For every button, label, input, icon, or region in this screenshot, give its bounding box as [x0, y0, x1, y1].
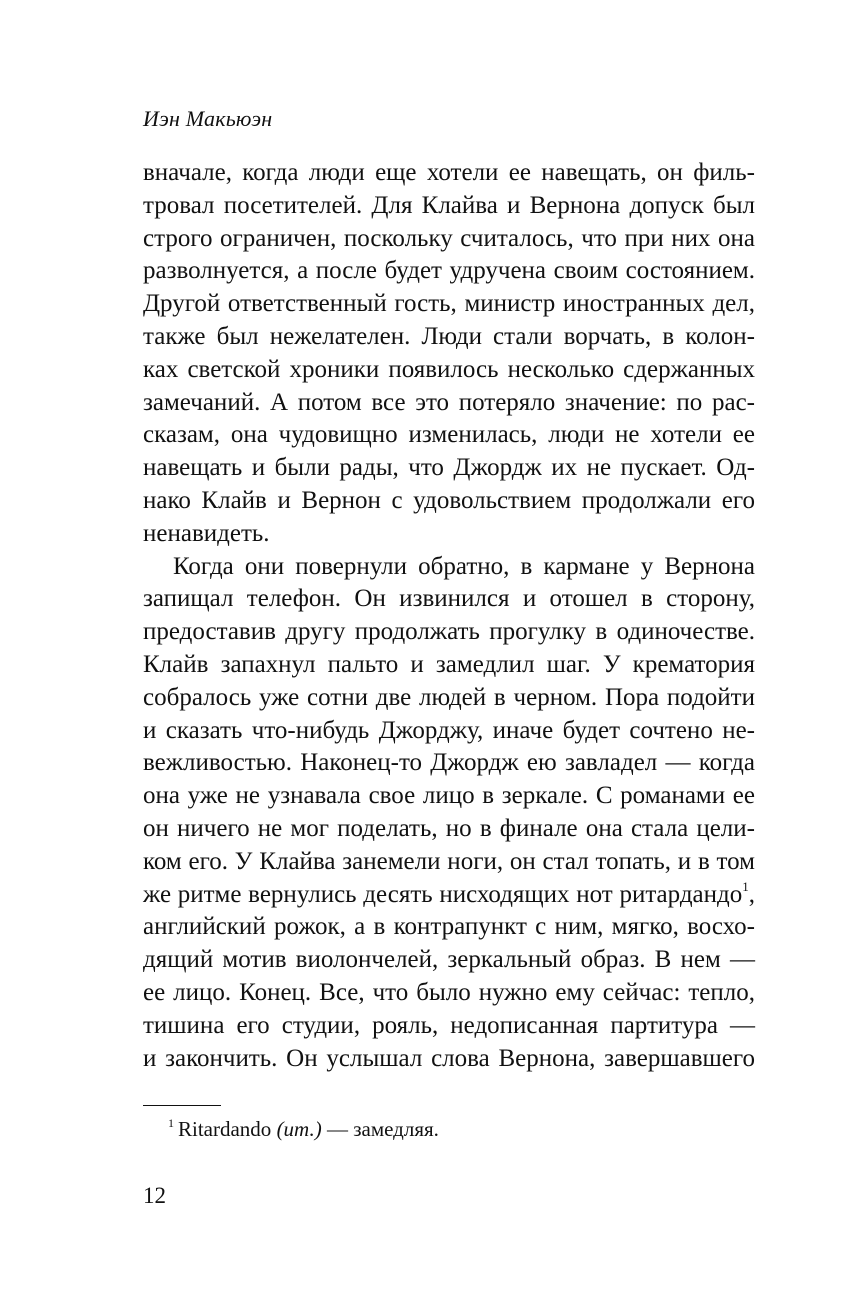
- text-line: он ничего не мог поделать, но в финале она стала цели-: [143, 814, 755, 842]
- footnote: [168, 1115, 439, 1143]
- text-line: Клайв запахнул пальто и замедлил шаг. У крематория: [143, 650, 755, 678]
- text-line: дящий мотив виолончелей, зеркальный образ. В нем —: [143, 946, 755, 974]
- line-punctuation: ,: [748, 880, 755, 908]
- text-line-with-note: [143, 879, 755, 912]
- body-text: [143, 157, 755, 1075]
- text-line: нако Клайв и Вернон с удовольствием продолжали его: [143, 486, 755, 514]
- text-line: строго ограничен, поскольку считалось, что при них она: [143, 224, 755, 252]
- text-line: Другой ответственный гость, министр иностранных дел,: [143, 290, 755, 318]
- text-line: предоставив другу продолжать прогулку в одиночестве.: [143, 618, 755, 646]
- paragraph-2: [143, 551, 755, 1076]
- page-number: 12: [143, 1183, 166, 1208]
- text-line: она уже не узнавала свое лицо в зеркале. С романами ее: [143, 782, 755, 810]
- text-line: также был нежелателен. Люди стали ворчать, в колон-: [143, 322, 755, 350]
- footnote-abbreviation: (ит.): [276, 1117, 322, 1141]
- text-line: навещать и были рады, что Джордж их не пускает. Од-: [143, 454, 755, 482]
- text-line: тишина его студии, рояль, недописанная партитура —: [143, 1011, 755, 1039]
- footnote-divider: [143, 1105, 221, 1106]
- text-line: вначале, когда люди еще хотели ее навещать, он филь-: [143, 159, 755, 186]
- text-line: ком его. У Клайва занемели ноги, он стал топать, и в том: [143, 847, 755, 875]
- footnote-term: Ritardando: [178, 1117, 272, 1141]
- footnote-reference[interactable]: 1: [742, 878, 749, 894]
- text-line: замечаний. А потом все это потеряло значение: по рас-: [143, 388, 755, 416]
- text-line: вежливостью. Наконец-то Джордж ею завладел — когда: [143, 749, 755, 777]
- text-line: сказам, она чудовищно изменилась, люди не хотели ее: [143, 421, 755, 449]
- text-line: ках светской хроники появилось несколько сдержанных: [143, 355, 755, 383]
- text-line: запищал телефон. Он извинился и отошел в сторону,: [143, 585, 755, 613]
- line-text: же ритме вернулись десять нисходящих нот ритардандо: [143, 880, 743, 908]
- text-line: разволнуется, а после будет удручена своим состоянием.: [143, 257, 755, 285]
- text-line: собралось уже сотни две людей в черном. Пора подойти: [143, 683, 755, 711]
- text-line: английский рожок, а в контрапункт с ним, мягко, восхо-: [143, 913, 755, 941]
- text-line: и закончить. Он услышал слова Вернона, завершавшего: [143, 1044, 755, 1072]
- footnote-number: 1: [168, 1116, 174, 1130]
- text-line: и сказать что-нибудь Джорджу, иначе будет сочтено не-: [143, 716, 755, 744]
- text-line: Когда они повернули обратно, в кармане у Вернона: [173, 552, 755, 580]
- paragraph-1: [143, 157, 755, 551]
- text-line: ненавидеть.: [143, 519, 270, 547]
- text-line: ее лицо. Конец. Все, что было нужно ему сейчас: тепло,: [143, 978, 755, 1006]
- footnote-definition: — замедляя.: [326, 1117, 439, 1141]
- text-line: тровал посетителей. Для Клайва и Вернона допуск был: [143, 191, 755, 219]
- running-head-author: Иэн Макьюэн: [143, 106, 273, 131]
